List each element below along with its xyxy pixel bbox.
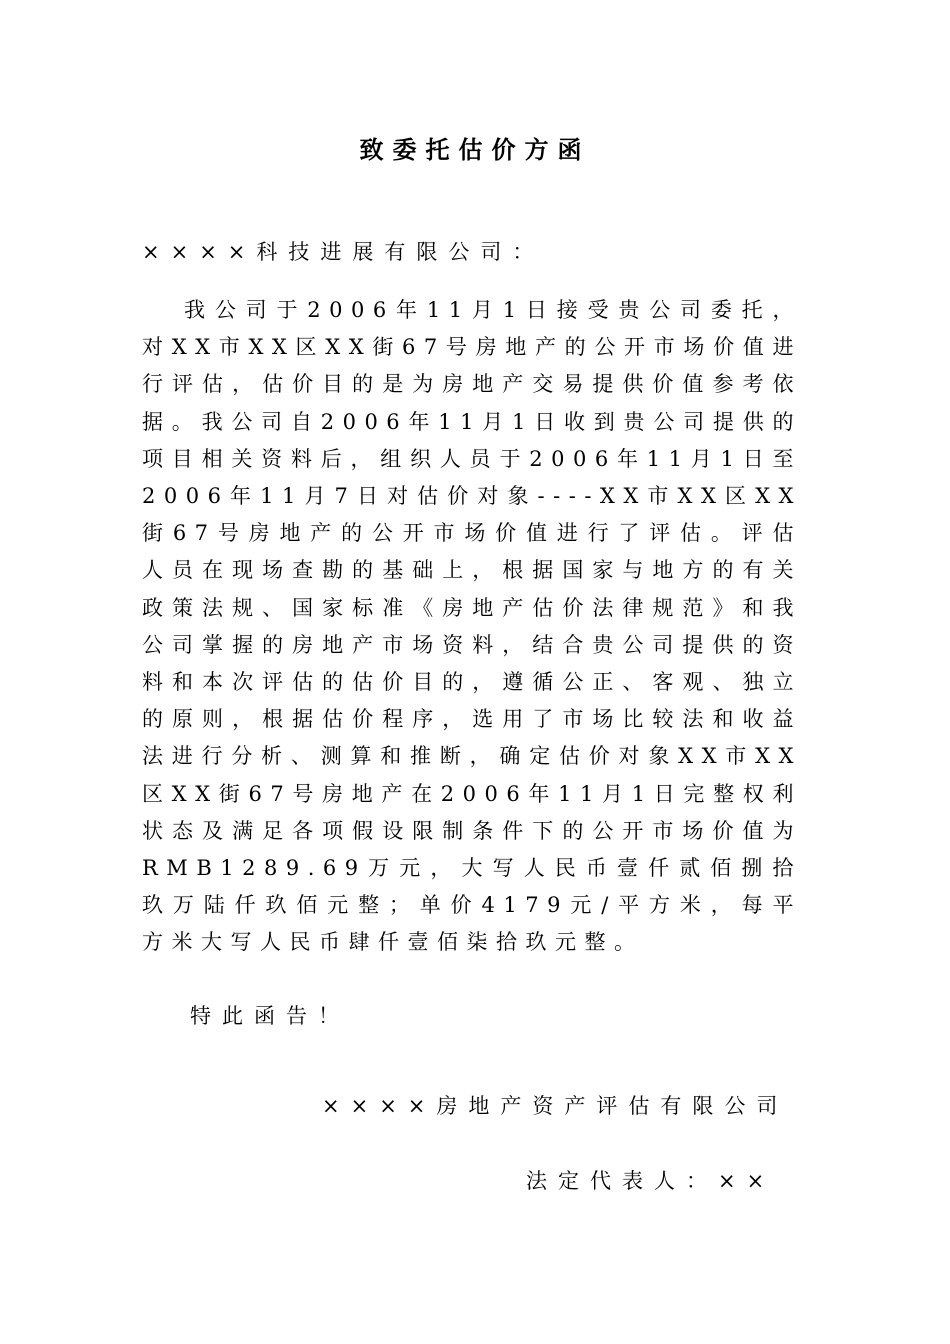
letter-body: 我公司于2006年11月1日接受贵公司委托，对XX市XX区XX街67号房地产的公开市场价值进行评估，估价目的是为房地产交易提供价值参考依据。我公司自2006年11月1日收到贵公司提供的项目相关资料后，组织人员于2006年11月1日至2006年11月7日对估价对象----XX市XX区XX街67号房地产的公开市场价值进行了评估。评估人员在现场查勘的基础上，根据国家与地方的有关政策法规、国家标准《房地产估价法律规范》和我公司掌握的房地产市场资料，结合贵公司提供的资料和本次评估的估价目的，遵循公正、客观、独立的原则，根据估价程序，选用了市场比较法和收益法进行分析、测算和推断，确定估价对象XX市XX区XX街67号房地产在2006年11月1日完整权利状态及满足各项假设限制条件下的公开市场价值为RMB1289.69万元，大写人民币壹仟贰佰捌拾玖万陆仟玖佰元整；单价4179元/平方米，每平方米大写人民币肆仟壹佰柒拾玖元整。 [142,298,802,955]
signature-company: ××××房地产资产评估有限公司 [322,1094,789,1118]
signature-representative: 法定代表人：×× [526,1169,776,1193]
document-title: 致委托估价方函 [359,136,591,164]
salutation: ××××科技进展有限公司： [142,240,545,264]
closing-line: 特此函告！ [190,1004,350,1028]
